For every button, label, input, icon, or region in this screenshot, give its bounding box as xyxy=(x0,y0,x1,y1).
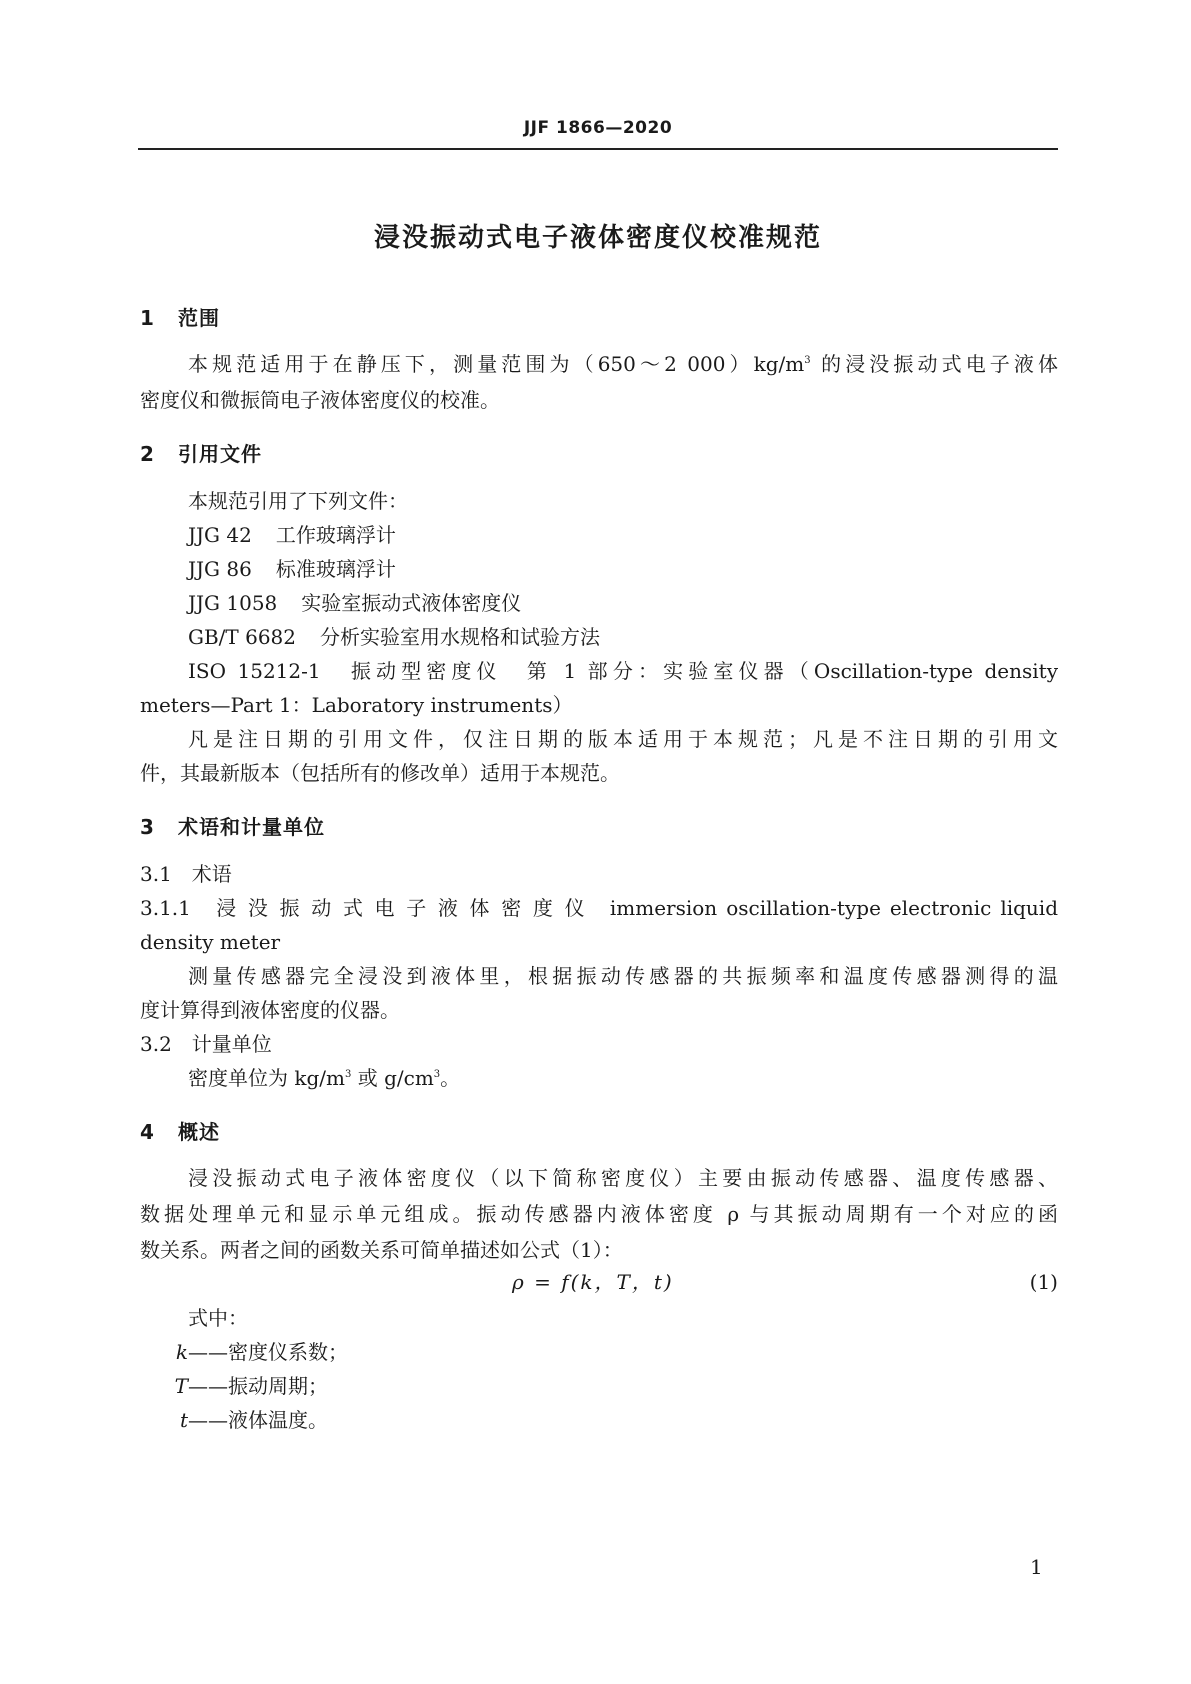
ref-iso-line-1: ISO 15212-1 振动型密度仪 第 1 部分：实验室仪器（Oscillation-type density xyxy=(188,659,1058,683)
section-1-heading xyxy=(140,302,220,331)
document-title: 浸没振动式电子液体密度仪校准规范 xyxy=(373,223,822,253)
ref-item: JJG 42 工作玻璃浮计 xyxy=(188,523,396,547)
section-number: 1 xyxy=(140,306,155,330)
variable-definition: T——振动周期； xyxy=(174,1374,328,1398)
section-number: 3 xyxy=(140,815,155,839)
page-number: 1 xyxy=(1030,1555,1043,1579)
section-4-heading xyxy=(140,1116,220,1145)
overview-line-2: 数据处理单元和显示单元组成。振动传感器内液体密度 ρ 与其振动周期有一个对应的函 xyxy=(140,1202,1058,1226)
section-title: 引用文件 xyxy=(178,442,262,466)
scope-line-2: 密度仪和微振筒电子液体密度仪的校准。 xyxy=(140,388,500,412)
refs-intro: 本规范引用了下列文件： xyxy=(188,489,408,513)
section-title: 范围 xyxy=(178,306,220,330)
refs-note-line-2: 件，其最新版本（包括所有的修改单）适用于本规范。 xyxy=(140,761,620,785)
ref-item: GB/T 6682 分析实验室用水规格和试验方法 xyxy=(188,625,601,649)
section-title: 概述 xyxy=(178,1120,220,1144)
overview-line-1: 浸没振动式电子液体密度仪（以下简称密度仪）主要由振动传感器、温度传感器、 xyxy=(188,1166,1058,1190)
section-2-heading xyxy=(140,438,262,467)
scope-line-1: 本规范适用于在静压下，测量范围为（650～2 $000)kg/m^3$ 的浸没振动式电子液体 xyxy=(188,352,1058,376)
subsection-3-2: 3.2 计量单位 xyxy=(140,1032,272,1056)
scope-paragraph xyxy=(140,346,1058,382)
variable-definition: t——液体温度。 xyxy=(179,1408,328,1432)
header-rule xyxy=(138,148,1058,150)
ref-item: JJG 86 标准玻璃浮计 xyxy=(188,557,396,581)
unit-statement: 密度单位为 $kg/m^3$ 或 $g/cm^3$。 xyxy=(188,1066,461,1090)
subsection-3-1: 3.1 术语 xyxy=(140,862,232,886)
term-3-1-1-line-1: 3.1.1 浸 没 振 动 式 电 子 液 体 密 度 仪 immersion oscillation-type electronic liquid xyxy=(140,896,1058,920)
ref-item: JJG 1058 实验室振动式液体密度仪 xyxy=(188,591,522,615)
section-3-heading xyxy=(140,811,325,840)
term-3-1-1-line-2: density meter xyxy=(140,930,281,954)
document-code-header: JJF 1866—2020 xyxy=(523,118,673,138)
term-definition-line-1: 测量传感器完全浸没到液体里，根据振动传感器的共振频率和温度传感器测得的温 xyxy=(188,964,1058,988)
refs-note-line-1: 凡是注日期的引用文件，仅注日期的版本适用于本规范；凡是不注日期的引用文 xyxy=(188,727,1058,751)
where-label: 式中： xyxy=(188,1306,248,1330)
section-title: 术语和计量单位 xyxy=(178,815,325,839)
ref-iso-line-2: meters—Part 1：Laboratory instruments） xyxy=(140,693,573,717)
variable-definition: k——密度仪系数； xyxy=(175,1340,348,1364)
density-formula: ρ = f(k，T，t) xyxy=(512,1270,674,1294)
term-definition-line-2: 度计算得到液体密度的仪器。 xyxy=(140,998,400,1022)
overview-line-3: 数关系。两者之间的函数关系可简单描述如公式（1）： xyxy=(140,1238,623,1262)
section-number: 2 xyxy=(140,442,155,466)
section-number: 4 xyxy=(140,1120,155,1144)
formula-number: (1) xyxy=(1029,1270,1058,1294)
